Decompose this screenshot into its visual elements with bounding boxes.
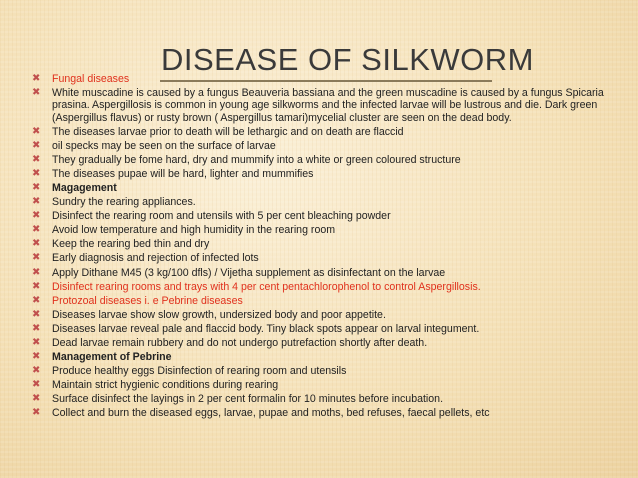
bullet-x-icon: ✖ bbox=[32, 379, 41, 391]
bullet-x-icon: ✖ bbox=[32, 153, 41, 165]
list-item-text: White muscadine is caused by a fungus Beauveria bassiana and the green muscadine is caused by a fungus Spicaria prasina. Aspergillosis is common in young age silkworms and the infected larvae will be lustrous and die. Dark green (Aspergillus flavus) or rusty brown ( Aspergillus tamari)mycelial cluster are seen on the dead body. bbox=[52, 87, 604, 124]
list-item bbox=[32, 337, 614, 349]
bullet-x-icon: ✖ bbox=[32, 224, 41, 236]
list-item-text: The diseases larvae prior to death will be lethargic and on death are flaccid bbox=[52, 125, 404, 138]
list-item bbox=[32, 182, 614, 194]
bullet-x-icon: ✖ bbox=[32, 280, 41, 292]
bullet-x-icon: ✖ bbox=[32, 337, 41, 348]
bullet-list bbox=[32, 73, 614, 422]
list-item-text: Protozoal diseases i. e Pebrine diseases bbox=[52, 294, 243, 307]
bullet-x-icon: ✖ bbox=[32, 407, 41, 419]
list-item-text: Produce healthy eggs Disinfection of rearing room and utensils bbox=[52, 365, 347, 378]
list-item-text: Apply Dithane M45 (3 kg/100 dfls) / Vijetha supplement as disinfectant on the larvae bbox=[52, 266, 446, 279]
list-item-text: Fungal diseases bbox=[52, 73, 130, 85]
bullet-x-icon: ✖ bbox=[32, 73, 41, 84]
bullet-x-icon: ✖ bbox=[32, 87, 41, 99]
list-item-text: Maintain strict hygienic conditions during rearing bbox=[52, 379, 279, 392]
list-item bbox=[32, 87, 614, 124]
list-item-text: The diseases pupae will be hard, lighter and mummifies bbox=[52, 167, 314, 180]
bullet-x-icon: ✖ bbox=[32, 181, 41, 193]
bullet-x-icon: ✖ bbox=[32, 252, 41, 264]
list-item-text: Early diagnosis and rejection of infected lots bbox=[52, 252, 259, 265]
list-item-text: Diseases larvae show slow growth, undersized body and poor appetite. bbox=[52, 308, 386, 321]
bullet-x-icon: ✖ bbox=[32, 266, 41, 278]
bullet-x-icon: ✖ bbox=[32, 393, 41, 405]
bullet-x-icon: ✖ bbox=[32, 210, 41, 222]
list-item bbox=[32, 168, 614, 180]
bullet-x-icon: ✖ bbox=[32, 196, 41, 208]
list-item bbox=[32, 252, 614, 264]
bullet-x-icon: ✖ bbox=[32, 125, 41, 137]
list-item bbox=[32, 281, 614, 293]
list-item bbox=[32, 351, 614, 363]
bullet-x-icon: ✖ bbox=[32, 351, 41, 363]
list-item bbox=[32, 379, 614, 391]
list-item bbox=[32, 323, 614, 335]
list-item-text: Avoid low temperature and high humidity in the rearing room bbox=[52, 224, 336, 237]
list-item-text: Disinfect the rearing room and utensils with 5 per cent bleaching powder bbox=[52, 210, 391, 223]
list-item-text: Diseases larvae reveal pale and flaccid body. Tiny black spots appear on larval integument. bbox=[52, 322, 480, 335]
bullet-x-icon: ✖ bbox=[32, 308, 41, 320]
list-item bbox=[32, 393, 614, 405]
list-item-text: Collect and burn the diseased eggs, larvae, pupae and moths, bed refuses, faecal pellets, etc bbox=[52, 407, 490, 420]
list-item-text: Dead larvae remain rubbery and do not undergo putrefaction shortly after death. bbox=[52, 337, 428, 349]
list-item-text: Management of Pebrine bbox=[52, 351, 172, 364]
list-item-text: Magagement bbox=[52, 181, 117, 194]
list-item bbox=[32, 196, 614, 208]
list-item-text: They gradually be fome hard, dry and mummify into a white or green coloured structure bbox=[52, 153, 461, 166]
list-item-text: Keep the rearing bed thin and dry bbox=[52, 238, 210, 251]
list-item-text: Surface disinfect the layings in 2 per cent formalin for 10 minutes before incubation. bbox=[52, 393, 444, 406]
bullet-x-icon: ✖ bbox=[32, 167, 41, 179]
list-item bbox=[32, 210, 614, 222]
list-item bbox=[32, 154, 614, 166]
list-item bbox=[32, 140, 614, 152]
list-item bbox=[32, 267, 614, 279]
list-item bbox=[32, 365, 614, 377]
bullet-x-icon: ✖ bbox=[32, 139, 41, 151]
list-item-text: Disinfect rearing rooms and trays with 4 per cent pentachlorophenol to control Aspergillosis. bbox=[52, 280, 481, 293]
bullet-x-icon: ✖ bbox=[32, 365, 41, 377]
list-item bbox=[32, 407, 614, 419]
list-item-text: Sundry the rearing appliances. bbox=[52, 196, 196, 209]
list-item bbox=[32, 126, 614, 138]
bullet-x-icon: ✖ bbox=[32, 238, 41, 250]
list-item bbox=[32, 73, 614, 85]
bullet-x-icon: ✖ bbox=[32, 294, 41, 306]
list-item bbox=[32, 295, 614, 307]
list-item bbox=[32, 224, 614, 236]
list-item-text: oil specks may be seen on the surface of larvae bbox=[52, 139, 276, 152]
slide-title: DISEASE OF SILKWORM bbox=[161, 42, 534, 77]
list-item bbox=[32, 309, 614, 321]
bullet-x-icon: ✖ bbox=[32, 322, 41, 334]
list-item bbox=[32, 238, 614, 250]
